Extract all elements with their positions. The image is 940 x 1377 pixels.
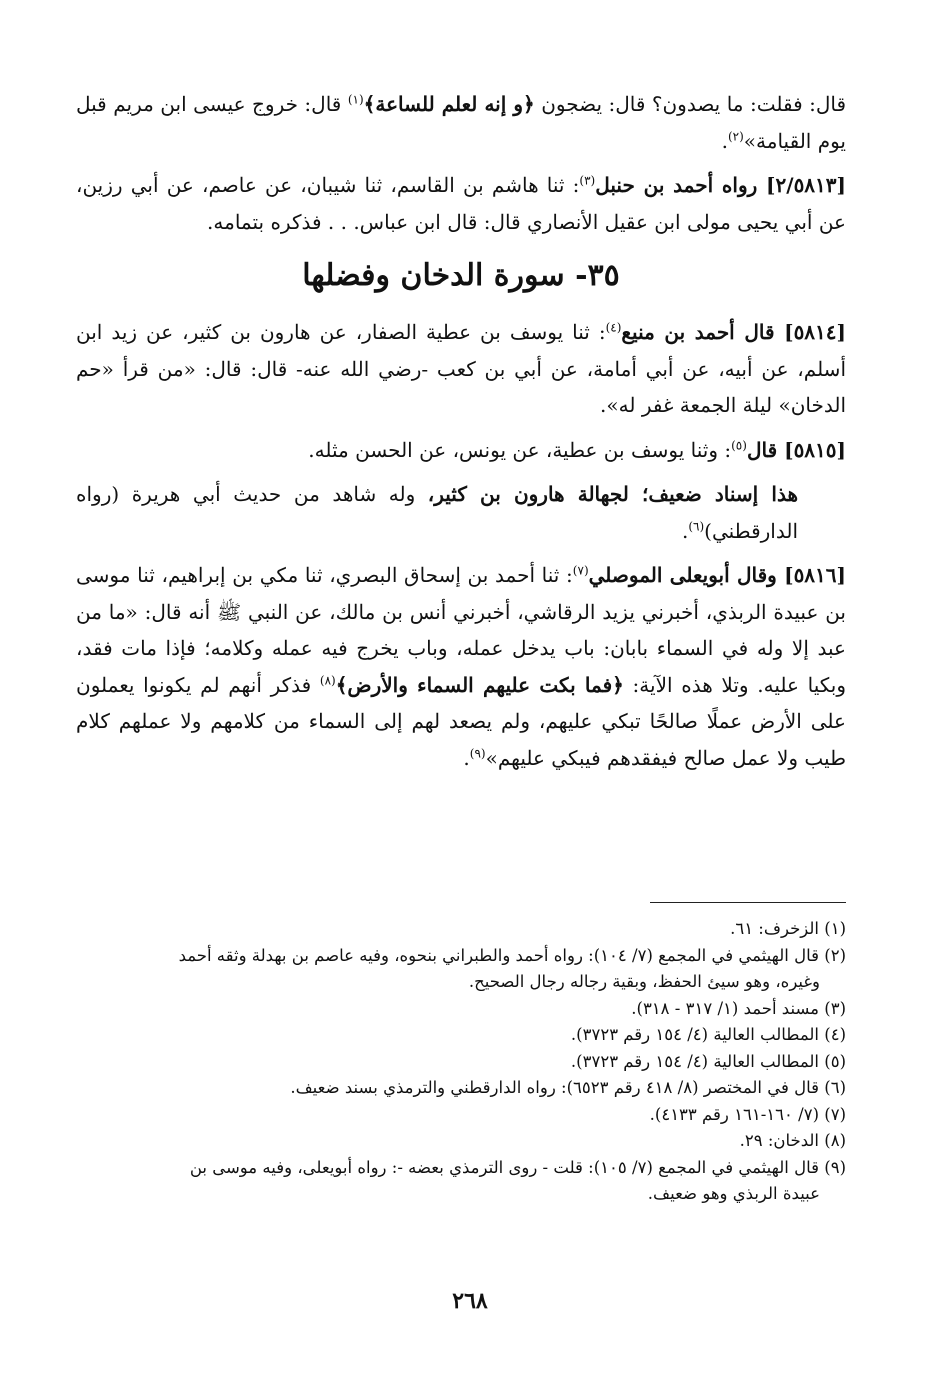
hadith-number: [٢/٥٨١٣] [766,173,846,197]
footnote-ref: (١) [347,92,364,107]
page-number: ٢٦٨ [452,1288,488,1314]
hadith-5816: [٥٨١٦] وقال أبويعلى الموصلي$^{(٧)}$: ثنا أحمد بن إسحاق البصري، ثنا مكي بن إبراهيم، ثنا موسى بن عبيدة الربذي، أخبرني يزيد الرقاشي، أخبرني أنس بن مالك، عن النبي ﷺ أنه قال: «ما من عبد إلا وله في السماء بابان: باب يدخل عمله، وباب يخرج فيه عمله وكلامه؛ فإذا مات فقد، وبكيا عليه. وتلا هذه الآية: ﴿فما بكت عليهم السماء والأرض﴾$^{(٨)}$ فذكر أنهم لم يكونوا يعملون على الأرض عملًا صالحًا تبكي عليهم، ولم يصعد لهم إلى السماء من كلامهم ولا عملهم كلام طيب ولا عمل صالح فيفقدهم فيبكي عليهم»$^{(٩)}$. [76,563,846,770]
hadith-source: قال أحمد بن منيع [621,320,785,344]
hadith-5815: [٥٨١٥] قال$^{(٥)}$: وثنا يوسف بن عطية، عن يونس، عن الحسن مثله. [308,437,846,462]
footnote-ref: (٨) [319,672,336,687]
paragraph-5813-tail: قال: فقلت: ما يصدون؟ قال: يضجون ﴿و إنه لعلم للساعة﴾$^{(١)}$ قال: خروج عيسى ابن مريم قبل يوم القيامة»$^{(٢)}$. [76,92,847,153]
hadith-source: قال [746,437,785,462]
footnote-9: (٩) قال الهيثمي في المجمع (٧/ ١٠٥): قلت - روى الترمذي بعضه -: رواه أبويعلى، وفيه موسى بن عبيدة الربذي وهو ضعيف. [76,1155,846,1208]
section-heading: ٣٥- سورة الدخان وفضلها [302,258,620,293]
footnote-1: (١) الزخرف: ٦١. [730,919,846,938]
footnote-ref: (٦) [688,518,705,533]
footnote-6: (٦) قال في المختصر (٨/ ٤١٨ رقم ٦٥٢٣): رواه الدارقطني والترمذي بسند ضعيف. [290,1078,846,1097]
quran-verse: ﴿و إنه لعلم للساعة﴾ [363,92,535,116]
footnote-3: (٣) مسند أحمد (١/ ٣١٧ - ٣١٨). [631,998,846,1018]
footnote-ref: (٧) [572,563,589,578]
hadith-5814: [٥٨١٤] قال أحمد بن منيع$^{(٤)}$: ثنا يوسف بن عطية الصفار، عن هارون بن كثير، عن زيد ابن أسلم، عن أبيه، عن أبي أمامة، عن أبي بن كعب -رضي الله عنه- قال: قال: «من قرأ «حم الدخان» ليلة الجمعة غفر له». [76,320,846,417]
footnote-ref: (٢) [727,128,744,143]
footnote-8: (٨) الدخان: ٢٩. [739,1131,846,1150]
footnote-7: (٧) (٧/ ١٦٠-١٦١ رقم ٤١٣٣). [649,1104,846,1124]
main-text [76,86,846,784]
footnote-9-continued: عبيدة الربذي وهو ضعيف. [647,1184,820,1203]
footnote-ref: (٥) [731,437,747,452]
hadith-source: رواه أحمد بن حنبل [595,173,767,197]
isnad-grading: هذا إسناد ضعيف؛ لجهالة هارون بن كثير، وله شاهد من حديث أبي هريرة (رواه الدارقطني)$^{(٦)}$. [76,482,798,543]
footnote-ref: (٤) [605,320,622,335]
footnote-5: (٥) المطالب العالية (٤/ ١٥٤ رقم ٣٧٢٣). [570,1051,846,1071]
hadith-number: [٥٨١٦] [784,563,846,587]
hadith-number: [٥٨١٤] [784,320,846,344]
hadith-5813-2: [٢/٥٨١٣] رواه أحمد بن حنبل$^{(٣)}$: ثنا هاشم بن القاسم، ثنا شيبان، عن عاصم، عن أبي رزين، عن أبي يحيى مولى ابن عقيل الأنصاري قال: قال ابن عباس. . . فذكره بتمامه. [76,173,846,234]
footnote-ref: (٩) [469,745,486,760]
hadith-source: وقال أبويعلى الموصلي [588,563,785,587]
footnote-2: (٢) قال الهيثمي في المجمع (٧/ ١٠٤): رواه أحمد والطبراني بنحوه، وفيه عاصم بن بهدلة وثقه أحمد وغيره، وهو سيئ الحفظ، وبقية رجاله رجال الصحيح. [76,943,846,996]
footnote-divider [650,902,846,903]
footnote-ref: (٣) [579,173,596,188]
footnote-4: (٤) المطالب العالية (٤/ ١٥٤ رقم ٣٧٢٣). [570,1025,846,1044]
hadith-number: [٥٨١٥] [784,437,846,462]
quran-verse: ﴿فما بكت عليهم السماء والأرض﴾ [335,672,624,697]
grading-text: هذا إسناد ضعيف؛ لجهالة هارون بن كثير، [427,482,798,506]
footnote-2-continued: وغيره، وهو سيئ الحفظ، وبقية رجاله رجال الصحيح. [468,972,820,991]
footnotes [76,916,846,1208]
